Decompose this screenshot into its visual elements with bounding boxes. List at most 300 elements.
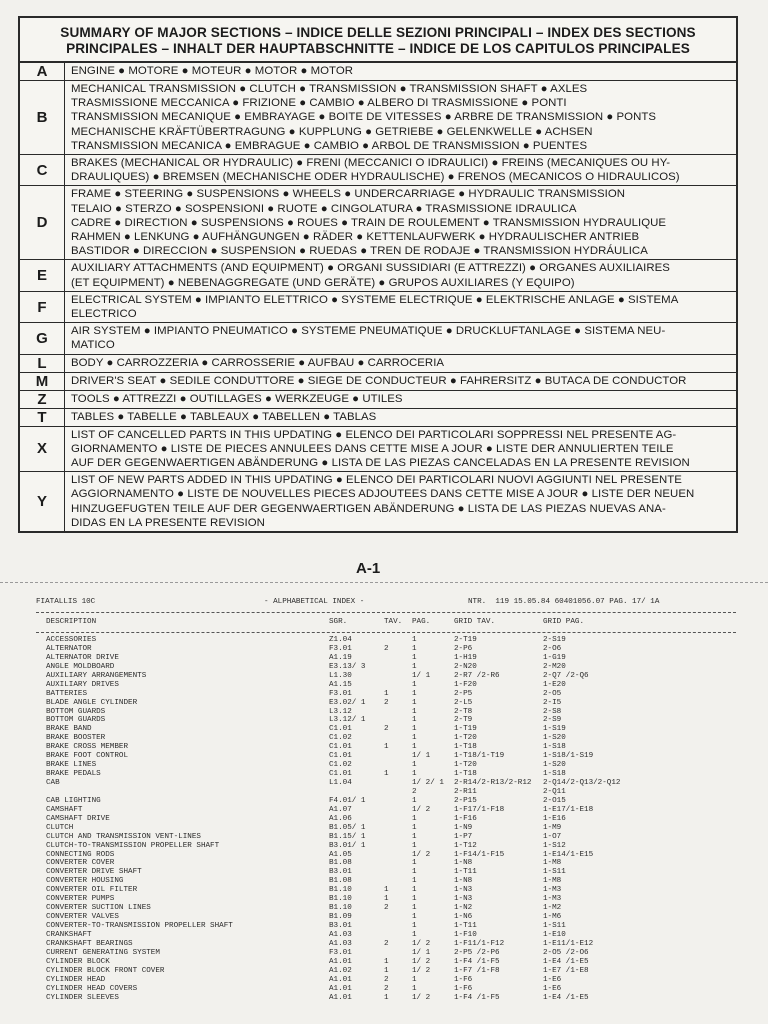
index-row xyxy=(36,770,736,779)
cell-grid-pag: 1-G19 xyxy=(543,653,566,662)
cell-grid-pag: 1-S18 xyxy=(543,770,566,779)
cell-grid-pag: 1-E10 xyxy=(543,930,566,939)
section-description: AIR SYSTEM ● IMPIANTO PNEUMATICO ● SYSTEME PNEUMATIQUE ● DRUCKLUFTANLAGE ● SISTEMA NEU- MATICO xyxy=(71,325,666,352)
index-row xyxy=(36,681,736,690)
section-code: F xyxy=(20,292,65,322)
cell-grid-pag: 1-M2 xyxy=(543,904,562,913)
index-row xyxy=(36,842,736,851)
section-code: A xyxy=(20,63,65,80)
cell-pag: 1 xyxy=(412,814,417,823)
cell-description: BRAKE LINES xyxy=(46,761,97,770)
cell-description: CONVERTER PUMPS xyxy=(46,895,115,904)
cell-description: CLUTCH xyxy=(46,823,74,832)
cell-sgr: F3.01 xyxy=(329,644,352,653)
cell-grid-pag: 1-E4 /1-E5 xyxy=(543,993,589,1002)
cell-sgr: F3.01 xyxy=(329,689,352,698)
cell-pag: 1 xyxy=(412,841,417,850)
section-code: M xyxy=(20,373,65,390)
index-row xyxy=(36,886,736,895)
cell-grid-pag: 1-E7 /1-E8 xyxy=(543,966,589,975)
section-code: B xyxy=(20,81,65,154)
section-code: T xyxy=(20,409,65,426)
cell-grid-pag: 1-M8 xyxy=(543,859,562,868)
index-row xyxy=(36,851,736,860)
index-model: FIATALLIS 10C xyxy=(36,598,96,606)
cell-grid-tav: 2-T8 xyxy=(454,707,473,716)
section-description: MECHANICAL TRANSMISSION ● CLUTCH ● TRANSMISSION ● TRANSMISSION SHAFT ● AXLES TRASMISSIONE MECCANICA ● FRIZIONE ● CAMBIO ● ALBERO DI TRASMISSIONE ● PONTI TRANSMISSION MECANIQUE ● EMBRAYAGE ● BOITE DE VITESSES ● ARBRE DE TRANSMISSION ● PONTS MECHANISCHE KRÄFTÜBERTRAGUNG ● KUPPLUNG ● GETRIEBE ● GELENKWELLE ● ACHSEN TRANSMISSION MECANICA ● EMBRAGUE ● CAMBIO ● ARBOL DE TRANSMISSION ● PUENTES xyxy=(71,83,656,152)
cell-sgr: B1.10 xyxy=(329,886,352,895)
cell-tav: 1 xyxy=(384,993,389,1002)
index-reference: NTR. 119 15.05.84 60401056.07 PAG. 17/ 1A xyxy=(468,598,660,606)
section-code: E xyxy=(20,260,65,290)
cell-grid-pag: 2-O5 xyxy=(543,689,562,698)
cell-description: CYLINDER BLOCK xyxy=(46,957,110,966)
cell-grid-tav: 1-P7 xyxy=(454,832,473,841)
cell-grid-pag: 2-I5 xyxy=(543,698,562,707)
cell-sgr: B1.10 xyxy=(329,904,352,913)
section-description: TABLES ● TABELLE ● TABLEAUX ● TABELLEN ● TABLAS xyxy=(71,410,377,423)
column-grid-pag: GRID PAG. xyxy=(543,618,585,626)
cell-grid-tav: 1-F11/1-F12 xyxy=(454,939,505,948)
cell-description: ALTERNATOR xyxy=(46,644,92,653)
cell-description: CRANKSHAFT BEARINGS xyxy=(46,939,133,948)
cell-tav: 1 xyxy=(384,689,389,698)
index-row xyxy=(36,690,736,699)
cell-description: ALTERNATOR DRIVE xyxy=(46,653,119,662)
cell-sgr: A1.02 xyxy=(329,966,352,975)
cell-sgr: B1.15/ 1 xyxy=(329,832,366,841)
index-row xyxy=(36,734,736,743)
cell-grid-tav: 1-F4 /1-F5 xyxy=(454,993,500,1002)
cell-grid-pag: 1-E6 xyxy=(543,975,562,984)
cell-grid-pag: 2-S8 xyxy=(543,707,562,716)
cell-grid-pag: 1-E14/1-E15 xyxy=(543,850,594,859)
cell-pag: 1 xyxy=(412,823,417,832)
cell-tav: 1 xyxy=(384,957,389,966)
cell-pag: 1/ 2/ 1 xyxy=(412,779,444,787)
cell-description: CONVERTER COVER xyxy=(46,859,115,868)
cell-grid-tav: 1-T18 xyxy=(454,770,477,779)
cell-pag: 1/ 1 xyxy=(412,948,431,957)
cell-grid-pag: 1-S20 xyxy=(543,761,566,770)
index-rows xyxy=(36,636,736,1002)
cell-grid-tav: 1-N8 xyxy=(454,859,473,868)
page-divider xyxy=(0,582,768,583)
cell-grid-pag: 1-S18/1-S19 xyxy=(543,752,594,761)
cell-grid-tav: 1-N2 xyxy=(454,904,473,913)
cell-grid-tav: 1-F4 /1-F5 xyxy=(454,957,500,966)
index-row xyxy=(36,824,736,833)
cell-grid-pag: 1-E20 xyxy=(543,680,566,689)
column-description: DESCRIPTION xyxy=(46,618,97,626)
cell-sgr: E3.13/ 3 xyxy=(329,662,366,671)
cell-pag: 1 xyxy=(412,644,417,653)
cell-description: CONVERTER OIL FILTER xyxy=(46,886,138,895)
cell-tav: 1 xyxy=(384,895,389,904)
cell-pag: 1 xyxy=(412,859,417,868)
summary-title xyxy=(20,18,736,63)
cell-grid-tav: 1-F14/1-F15 xyxy=(454,850,505,859)
index-row xyxy=(36,716,736,725)
cell-description: CRANKSHAFT xyxy=(46,930,92,939)
cell-pag: 1/ 2 xyxy=(412,966,431,975)
index-header xyxy=(36,598,736,610)
summary-row xyxy=(20,355,736,373)
cell-grid-pag: 2-Q11 xyxy=(543,787,566,796)
cell-sgr: B1.09 xyxy=(329,913,352,922)
section-description: TOOLS ● ATTREZZI ● OUTILLAGES ● WERKZEUGE ● UTILES xyxy=(71,392,403,405)
cell-description: CONVERTER-TO-TRANSMISSION PROPELLER SHAFT xyxy=(46,922,233,930)
index-row xyxy=(36,752,736,761)
cell-sgr: Z1.04 xyxy=(329,636,352,644)
index-row xyxy=(36,976,736,985)
cell-sgr: F4.01/ 1 xyxy=(329,796,366,805)
cell-description: AUXILIARY ARRANGEMENTS xyxy=(46,671,147,680)
index-row xyxy=(36,833,736,842)
cell-sgr: B1.08 xyxy=(329,859,352,868)
section-code: X xyxy=(20,427,65,472)
index-column-headers xyxy=(36,618,736,630)
cell-grid-tav: 1-N9 xyxy=(454,823,473,832)
cell-grid-tav: 1-T11 xyxy=(454,922,477,930)
cell-sgr: A1.07 xyxy=(329,805,352,814)
index-row xyxy=(36,806,736,815)
cell-description: BRAKE CROSS MEMBER xyxy=(46,743,129,752)
cell-grid-tav: 1-F7 /1-F8 xyxy=(454,966,500,975)
cell-tav: 1 xyxy=(384,770,389,779)
cell-grid-tav: 2-L5 xyxy=(454,698,473,707)
cell-description: ACCESSORIES xyxy=(46,636,97,644)
cell-sgr: L1.30 xyxy=(329,671,352,680)
cell-pag: 1/ 2 xyxy=(412,850,431,859)
cell-grid-pag: 1-E17/1-E18 xyxy=(543,805,594,814)
cell-sgr: A1.03 xyxy=(329,930,352,939)
index-row xyxy=(36,958,736,967)
cell-pag: 1 xyxy=(412,734,417,743)
alphabetical-index xyxy=(36,598,736,1002)
section-description: LIST OF CANCELLED PARTS IN THIS UPDATING ● ELENCO DEI PARTICOLARI SOPPRESSI NEL PRESENTE AG- GIORNAMENTO ● LISTE DE PIECES ANNULEES DANS CETTE MISE A JOUR ● LISTE DER ANNULIERTEN TEILE AUF DER GEGENWAERTIGEN ABÄNDERUNG ● LISTA DE LAS PIEZAS CANCELADAS EN LA PRESENTE REVISION xyxy=(71,428,690,470)
cell-grid-tav: 1-T19 xyxy=(454,725,477,734)
cell-grid-tav: 2-T9 xyxy=(454,716,473,725)
cell-sgr: A1.01 xyxy=(329,957,352,966)
cell-sgr: A1.15 xyxy=(329,680,352,689)
cell-description: CONVERTER DRIVE SHAFT xyxy=(46,868,142,877)
cell-grid-pag: 1-S11 xyxy=(543,868,566,877)
cell-pag: 1 xyxy=(412,770,417,779)
cell-pag: 1/ 2 xyxy=(412,805,431,814)
cell-pag: 1/ 2 xyxy=(412,939,431,948)
cell-sgr: A1.03 xyxy=(329,939,352,948)
cell-grid-pag: 2-Q14/2-Q13/2-Q12 xyxy=(543,779,621,787)
cell-pag: 1 xyxy=(412,868,417,877)
cell-description: CAMSHAFT xyxy=(46,805,83,814)
cell-pag: 1 xyxy=(412,761,417,770)
cell-description: BRAKE FOOT CONTROL xyxy=(46,752,129,761)
cell-grid-pag: 1-S18 xyxy=(543,743,566,752)
cell-pag: 1 xyxy=(412,716,417,725)
cell-pag: 1 xyxy=(412,922,417,930)
summary-row xyxy=(20,323,736,354)
cell-pag: 1 xyxy=(412,975,417,984)
cell-grid-tav: 2-P15 xyxy=(454,796,477,805)
cell-grid-pag: 1-M6 xyxy=(543,913,562,922)
index-row xyxy=(36,663,736,672)
section-description: ELECTRICAL SYSTEM ● IMPIANTO ELETTRICO ● SYSTEME ELECTRIQUE ● ELEKTRISCHE ANLAGE ● SISTEMA ELECTRICO xyxy=(71,293,679,321)
cell-grid-pag: 1-S12 xyxy=(543,841,566,850)
index-divider xyxy=(36,610,736,616)
index-row xyxy=(36,922,736,931)
cell-grid-pag: 2-M20 xyxy=(543,662,566,671)
cell-sgr: B1.08 xyxy=(329,877,352,886)
summary-row xyxy=(20,292,736,323)
cell-pag: 1 xyxy=(412,895,417,904)
cell-description: CURRENT GENERATING SYSTEM xyxy=(46,948,160,957)
cell-pag: 2 xyxy=(412,787,417,796)
cell-grid-tav: 1-F16 xyxy=(454,814,477,823)
cell-sgr: B3.01 xyxy=(329,922,352,930)
cell-grid-pag: 1-M3 xyxy=(543,886,562,895)
cell-grid-pag: 1-E16 xyxy=(543,814,566,823)
cell-pag: 1 xyxy=(412,707,417,716)
cell-pag: 1 xyxy=(412,689,417,698)
cell-description: BOTTOM GUARDS xyxy=(46,716,106,725)
cell-sgr: L3.12/ 1 xyxy=(329,716,366,725)
cell-grid-pag: 2-O15 xyxy=(543,796,566,805)
cell-sgr: C1.01 xyxy=(329,770,352,779)
cell-pag: 1 xyxy=(412,886,417,895)
summary-row xyxy=(20,391,736,409)
summary-row xyxy=(20,81,736,155)
summary-row xyxy=(20,373,736,391)
summary-title-line-1: SUMMARY OF MAJOR SECTIONS – INDICE DELLE SEZIONI PRINCIPALI – INDEX DES SECTIONS xyxy=(60,25,696,40)
cell-grid-tav: 1-N8 xyxy=(454,877,473,886)
summary-rows xyxy=(20,63,736,531)
cell-description: BOTTOM GUARDS xyxy=(46,707,106,716)
cell-grid-tav: 1-T20 xyxy=(454,761,477,770)
cell-pag: 1 xyxy=(412,913,417,922)
cell-description: CYLINDER HEAD xyxy=(46,975,106,984)
cell-sgr: L1.04 xyxy=(329,779,352,787)
cell-grid-tav: 1-F17/1-F18 xyxy=(454,805,505,814)
cell-grid-tav: 2-P5 xyxy=(454,689,473,698)
cell-pag: 1 xyxy=(412,698,417,707)
cell-sgr: C1.01 xyxy=(329,725,352,734)
index-row xyxy=(36,699,736,708)
cell-pag: 1 xyxy=(412,680,417,689)
cell-tav: 2 xyxy=(384,984,389,993)
cell-grid-pag: 1-E11/1-E12 xyxy=(543,939,594,948)
cell-grid-tav: 1-F6 xyxy=(454,975,473,984)
index-row xyxy=(36,994,736,1003)
index-row xyxy=(36,788,736,797)
cell-sgr: B3.01 xyxy=(329,868,352,877)
cell-sgr: C1.02 xyxy=(329,734,352,743)
cell-sgr: B1.10 xyxy=(329,895,352,904)
cell-sgr: A1.05 xyxy=(329,850,352,859)
index-row xyxy=(36,797,736,806)
cell-pag: 1 xyxy=(412,930,417,939)
section-code: G xyxy=(20,323,65,353)
index-row xyxy=(36,743,736,752)
section-description: BRAKES (MECHANICAL OR HYDRAULIC) ● FRENI (MECCANICI O IDRAULICI) ● FREINS (MECANIQUES OU HY- DRAULIQUES) ● BREMSEN (MECHANISCHE ODER HYDRAULISCHE) ● FRENOS (MECANICOS O HIDRAULICOS) xyxy=(71,157,680,184)
summary-table xyxy=(18,16,738,533)
cell-tav: 2 xyxy=(384,975,389,984)
cell-pag: 1 xyxy=(412,984,417,993)
cell-grid-pag: 1-O7 xyxy=(543,832,562,841)
cell-sgr: B3.01/ 1 xyxy=(329,841,366,850)
column-grid-tav: GRID TAV. xyxy=(454,618,496,626)
index-row xyxy=(36,868,736,877)
column-sgr: SGR. xyxy=(329,618,348,626)
cell-pag: 1 xyxy=(412,832,417,841)
cell-grid-pag: 2-O5 /2-O6 xyxy=(543,948,589,957)
cell-grid-pag: 2-O6 xyxy=(543,644,562,653)
cell-grid-pag: 1-S19 xyxy=(543,725,566,734)
cell-sgr: F3.01 xyxy=(329,948,352,957)
index-row xyxy=(36,877,736,886)
cell-grid-tav: 2-N20 xyxy=(454,662,477,671)
section-code: C xyxy=(20,155,65,185)
index-row xyxy=(36,967,736,976)
summary-row xyxy=(20,63,736,81)
summary-row xyxy=(20,472,736,531)
cell-tav: 1 xyxy=(384,743,389,752)
cell-sgr: A1.01 xyxy=(329,993,352,1002)
index-row xyxy=(36,636,736,645)
cell-tav: 2 xyxy=(384,904,389,913)
cell-pag: 1/ 1 xyxy=(412,752,431,761)
index-row xyxy=(36,761,736,770)
summary-title-line-2: PRINCIPALES – INHALT DER HAUPTABSCHNITTE – INDICE DE LOS CAPITULOS PRINCIPALES xyxy=(66,41,690,56)
cell-grid-tav: 1-T18 xyxy=(454,743,477,752)
cell-grid-tav: 1-F6 xyxy=(454,984,473,993)
cell-grid-pag: 2-S9 xyxy=(543,716,562,725)
cell-pag: 1 xyxy=(412,653,417,662)
cell-description: CONNECTING RODS xyxy=(46,850,115,859)
cell-description: CYLINDER SLEEVES xyxy=(46,993,119,1002)
cell-description: ANGLE MOLDBOARD xyxy=(46,662,115,671)
cell-grid-tav: 2-R14/2-R13/2-R12 xyxy=(454,779,532,787)
cell-sgr: B1.05/ 1 xyxy=(329,823,366,832)
summary-row xyxy=(20,155,736,186)
cell-sgr: C1.01 xyxy=(329,752,352,761)
index-row xyxy=(36,895,736,904)
cell-tav: 2 xyxy=(384,725,389,734)
index-row xyxy=(36,654,736,663)
cell-grid-pag: 1-S11 xyxy=(543,922,566,930)
cell-sgr: E3.02/ 1 xyxy=(329,698,366,707)
cell-grid-tav: 1-T20 xyxy=(454,734,477,743)
cell-description: BATTERIES xyxy=(46,689,88,698)
cell-tav: 2 xyxy=(384,939,389,948)
cell-grid-tav: 1-T11 xyxy=(454,868,477,877)
cell-description: CONVERTER VALVES xyxy=(46,913,119,922)
cell-description: CLUTCH AND TRANSMISSION VENT-LINES xyxy=(46,832,201,841)
cell-sgr: L3.12 xyxy=(329,707,352,716)
index-row xyxy=(36,672,736,681)
index-row xyxy=(36,940,736,949)
cell-description: CYLINDER BLOCK FRONT COVER xyxy=(46,966,165,975)
cell-grid-tav: 1-F10 xyxy=(454,930,477,939)
cell-grid-pag: 2-S19 xyxy=(543,636,566,644)
cell-tav: 2 xyxy=(384,644,389,653)
section-code: D xyxy=(20,186,65,259)
index-row xyxy=(36,815,736,824)
cell-grid-pag: 1-E6 xyxy=(543,984,562,993)
cell-tav: 1 xyxy=(384,886,389,895)
summary-row xyxy=(20,427,736,473)
cell-sgr: A1.06 xyxy=(329,814,352,823)
cell-grid-tav: 1-F20 xyxy=(454,680,477,689)
cell-description: CONVERTER SUCTION LINES xyxy=(46,904,151,913)
index-row xyxy=(36,859,736,868)
section-code: Z xyxy=(20,391,65,408)
cell-pag: 1 xyxy=(412,904,417,913)
cell-grid-tav: 1-T12 xyxy=(454,841,477,850)
cell-grid-pag: 1-S20 xyxy=(543,734,566,743)
cell-grid-tav: 1-H19 xyxy=(454,653,477,662)
section-code: L xyxy=(20,355,65,372)
cell-description: AUXILIARY DRIVES xyxy=(46,680,119,689)
index-row xyxy=(36,949,736,958)
cell-tav: 1 xyxy=(384,966,389,975)
cell-grid-tav: 2-R11 xyxy=(454,787,477,796)
index-row xyxy=(36,985,736,994)
section-description: LIST OF NEW PARTS ADDED IN THIS UPDATING ● ELENCO DEI PARTICOLARI NUOVI AGGIUNTI NEL PRESENTE AGGIORNAMENTO ● LISTE DE NOUVELLES PIECES ADJOUTEES DANS CETTE MISE A JOUR ● LISTE DER NEUEN HINZUGEFUGTEN TEILE AUF DER GEGENWAERTIGEN ABÄNDERUNG ● LISTA DE LAS PIEZAS NUEVAS ANA- DIDAS EN LA PRESENTE REVISION xyxy=(71,474,695,529)
summary-row xyxy=(20,260,736,291)
cell-grid-tav: 2-P5 /2-P6 xyxy=(454,948,500,957)
cell-description: CLUTCH-TO-TRANSMISSION PROPELLER SHAFT xyxy=(46,841,220,850)
cell-grid-tav: 2-T19 xyxy=(454,636,477,644)
section-description: FRAME ● STEERING ● SUSPENSIONS ● WHEELS ● UNDERCARRIAGE ● HYDRAULIC TRANSMISSION TELAIO ● STERZO ● SOSPENSIONI ● RUOTE ● CINGOLATURA ● TRASMISSIONE IDRAULICA CADRE ● DIRECTION ● SUSPENSIONS ● ROUES ● TRAIN DE ROULEMENT ● TRANSMISSION HYDRAULIQUE RAHMEN ● LENKUNG ● AUFHÄNGUNGEN ● RÄDER ● KETTENLAUFWERK ● HYDRAULISCHER ANTRIEB BASTIDOR ● DIRECCION ● SUSPENSION ● RUEDAS ● TREN DE RODAJE ● TRANSMISSION HYDRÁULICA xyxy=(71,188,667,258)
index-row xyxy=(36,904,736,913)
cell-sgr: A1.01 xyxy=(329,984,352,993)
cell-pag: 1 xyxy=(412,743,417,752)
section-code: Y xyxy=(20,472,65,531)
section-description: BODY ● CARROZZERIA ● CARROSSERIE ● AUFBAU ● CARROCERIA xyxy=(71,356,445,369)
cell-grid-pag: 1-M8 xyxy=(543,877,562,886)
index-row xyxy=(36,725,736,734)
cell-grid-pag: 2-Q7 /2-Q6 xyxy=(543,671,589,680)
section-description: ENGINE ● MOTORE ● MOTEUR ● MOTOR ● MOTOR xyxy=(71,65,354,77)
cell-description: BLADE ANGLE CYLINDER xyxy=(46,698,138,707)
cell-sgr: C1.01 xyxy=(329,743,352,752)
cell-sgr: C1.02 xyxy=(329,761,352,770)
section-description: DRIVER'S SEAT ● SEDILE CONDUTTORE ● SIEGE DE CONDUCTEUR ● FAHRERSITZ ● BUTACA DE CONDUCTOR xyxy=(71,374,687,387)
cell-pag: 1 xyxy=(412,877,417,886)
cell-pag: 1/ 2 xyxy=(412,993,431,1002)
column-pag: PAG. xyxy=(412,618,431,626)
cell-description: CAMSHAFT DRIVE xyxy=(46,814,110,823)
summary-row xyxy=(20,409,736,427)
cell-grid-tav: 1-N3 xyxy=(454,895,473,904)
cell-description: BRAKE BAND xyxy=(46,725,92,734)
cell-pag: 1 xyxy=(412,662,417,671)
index-row xyxy=(36,779,736,788)
cell-pag: 1 xyxy=(412,636,417,644)
cell-pag: 1 xyxy=(412,725,417,734)
index-row xyxy=(36,931,736,940)
cell-description: CYLINDER HEAD COVERS xyxy=(46,984,138,993)
cell-grid-pag: 1-E4 /1-E5 xyxy=(543,957,589,966)
column-tav: TAV. xyxy=(384,618,403,626)
cell-grid-tav: 1-T18/1-T19 xyxy=(454,752,505,761)
cell-sgr: A1.01 xyxy=(329,975,352,984)
cell-grid-tav: 1-N6 xyxy=(454,913,473,922)
cell-pag: 1/ 1 xyxy=(412,671,431,680)
cell-grid-tav: 1-N3 xyxy=(454,886,473,895)
summary-row xyxy=(20,186,736,260)
